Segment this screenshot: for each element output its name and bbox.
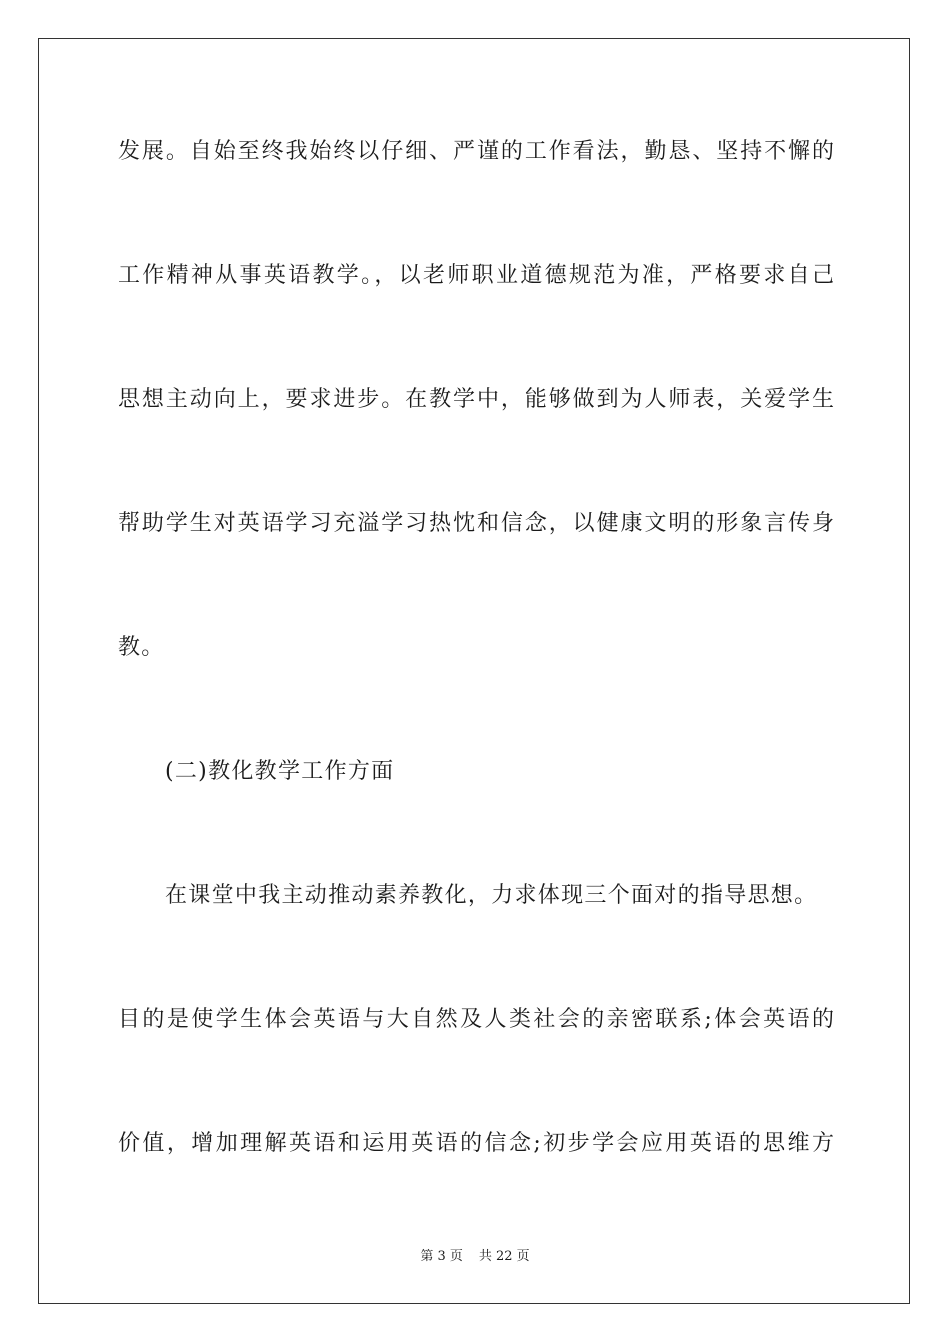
body-text-line-3: 思想主动向上，要求进步。在教学中，能够做到为人师表，关爱学生 — [118, 387, 834, 412]
page-border — [38, 38, 910, 1304]
body-text-line-2: 工作精神从事英语教学。，以老师职业道德规范为准，严格要求自己 — [118, 263, 834, 288]
body-text-line-9: 价值，增加理解英语和运用英语的信念;初步学会应用英语的思维方 — [118, 1131, 834, 1156]
body-text-line-8: 目的是使学生体会英语与大自然及人类社会的亲密联系;体会英语的 — [118, 1007, 834, 1032]
body-text-line-5: 教。 — [118, 635, 165, 660]
body-text-line-1: 发展。自始至终我始终以仔细、严谨的工作看法，勤恳、坚持不懈的 — [118, 139, 834, 164]
page-number: 第 3 页 — [420, 1249, 463, 1264]
page-footer — [0, 1248, 950, 1266]
page-total: 共 22 页 — [478, 1249, 530, 1264]
body-text-line-4: 帮助学生对英语学习充溢学习热忱和信念，以健康文明的形象言传身 — [118, 511, 834, 536]
body-text-line-7: 在课堂中我主动推动素养教化，力求体现三个面对的指导思想。 — [165, 883, 818, 908]
section-heading: (二)教化教学工作方面 — [165, 759, 395, 784]
